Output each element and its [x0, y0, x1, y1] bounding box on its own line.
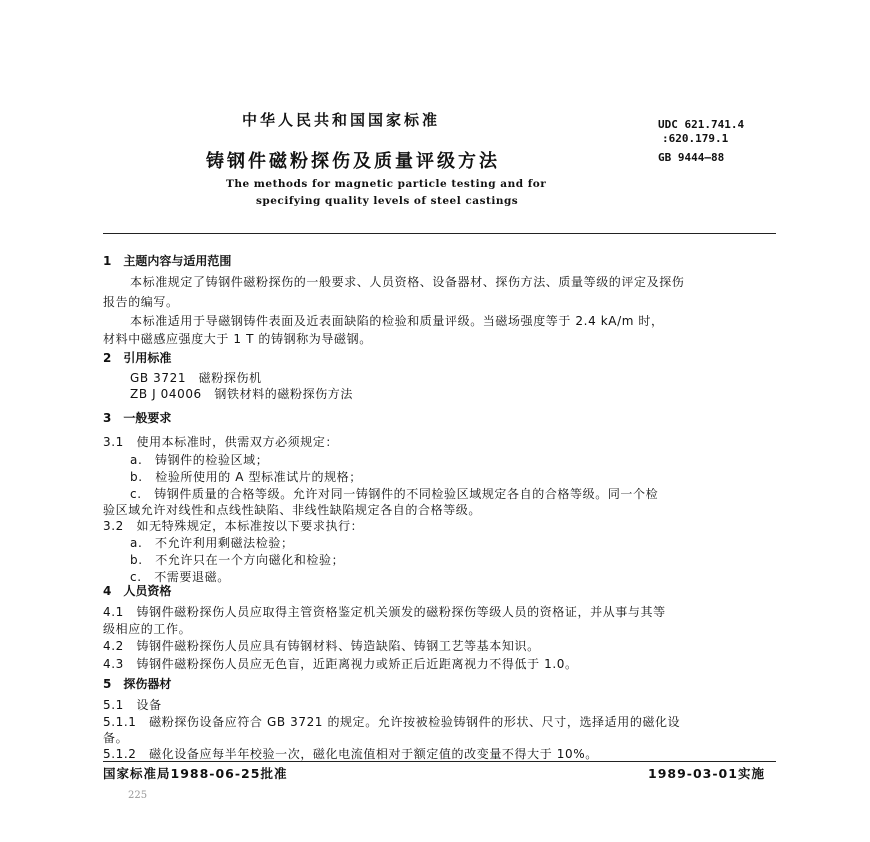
clause-4-1: 4.1 铸钢件磁粉探伤人员应取得主管资格鉴定机关颁发的磁粉探伤等级人员的资格证，并从事与其等: [103, 605, 666, 619]
clause-3-2: 3.2 如无特殊规定，本标准按以下要求执行：: [103, 519, 364, 533]
clause-5-1-1: 备。: [103, 731, 129, 745]
page-number: 225: [128, 790, 148, 801]
clause-4-3: 4.3 铸钢件磁粉探伤人员应无色盲，近距离视力或矫正后近距离视力不得低于 1.0。: [103, 657, 578, 671]
list-item: 验区域允许对线性和点线性缺陷、非线性缺陷规定各自的合格等级。: [103, 503, 482, 517]
gb-standard-code: GB 9444—88: [658, 151, 725, 164]
clause-5-1-1: 5.1.1 磁粉探伤设备应符合 GB 3721 的规定。允许按被检验铸钢件的形状、尺寸，选择适用的磁化设: [103, 715, 681, 729]
document-title: 铸钢件磁粉探伤及质量评级方法: [206, 151, 500, 172]
list-item: c. 不需要退磁。: [130, 570, 230, 584]
clause-4-1: 级相应的工作。: [103, 622, 192, 636]
clause-5-1: 5.1 设备: [103, 698, 162, 712]
clause-5-1-2: 5.1.2 磁化设备应每半年校验一次，磁化电流值相对于额定值的改变量不得大于 10%。: [103, 747, 598, 761]
english-title-line2: specifying quality levels of steel castings: [256, 195, 519, 207]
national-standard-heading: 中华人民共和国国家标准: [242, 111, 441, 129]
paragraph: 材料中磁感应强度大于 1 T 的铸钢称为导磁钢。: [103, 332, 372, 346]
clause-3-1: 3.1 使用本标准时，供需双方必须规定：: [103, 435, 339, 449]
section-5-heading: 5 探伤器材: [103, 677, 172, 691]
list-item: c. 铸钢件质量的合格等级。允许对同一铸钢件的不同检验区域规定各自的合格等级。同一个检: [130, 487, 659, 501]
list-item: a. 铸钢件的检验区域；: [130, 453, 269, 467]
reference-item: ZB J 04006 钢铁材料的磁粉探伤方法: [130, 387, 353, 401]
list-item: a. 不允许利用剩磁法检验；: [130, 536, 294, 550]
section-3-heading: 3 一般要求: [103, 411, 172, 425]
udc-code-line1: UDC 621.741.4: [658, 118, 745, 131]
header-divider: [103, 233, 776, 234]
paragraph: 本标准适用于导磁钢铸件表面及近表面缺陷的检验和质量评级。当磁场强度等于 2.4 kA/m 时，: [130, 314, 664, 328]
paragraph: 本标准规定了铸钢件磁粉探伤的一般要求、人员资格、设备器材、探伤方法、质量等级的评定及探伤: [130, 275, 685, 289]
section-2-heading: 2 引用标准: [103, 351, 172, 365]
reference-item: GB 3721 磁粉探伤机: [130, 371, 262, 385]
section-1-heading: 1 主题内容与适用范围: [103, 254, 232, 268]
footer-divider: [103, 761, 776, 762]
list-item: b. 检验所使用的 A 型标准试片的规格；: [130, 470, 362, 484]
udc-code-line2: :620.179.1: [662, 132, 729, 145]
section-4-heading: 4 人员资格: [103, 584, 172, 598]
english-title-line1: The methods for magnetic particle testing and for: [226, 178, 547, 190]
clause-4-2: 4.2 铸钢件磁粉探伤人员应具有铸钢材料、铸造缺陷、铸钢工艺等基本知识。: [103, 639, 540, 653]
approval-date: 国家标准局1988-06-25批准: [103, 766, 288, 781]
list-item: b. 不允许只在一个方向磁化和检验；: [130, 553, 345, 567]
implementation-date: 1989-03-01实施: [648, 766, 765, 781]
paragraph: 报告的编写。: [103, 295, 179, 309]
